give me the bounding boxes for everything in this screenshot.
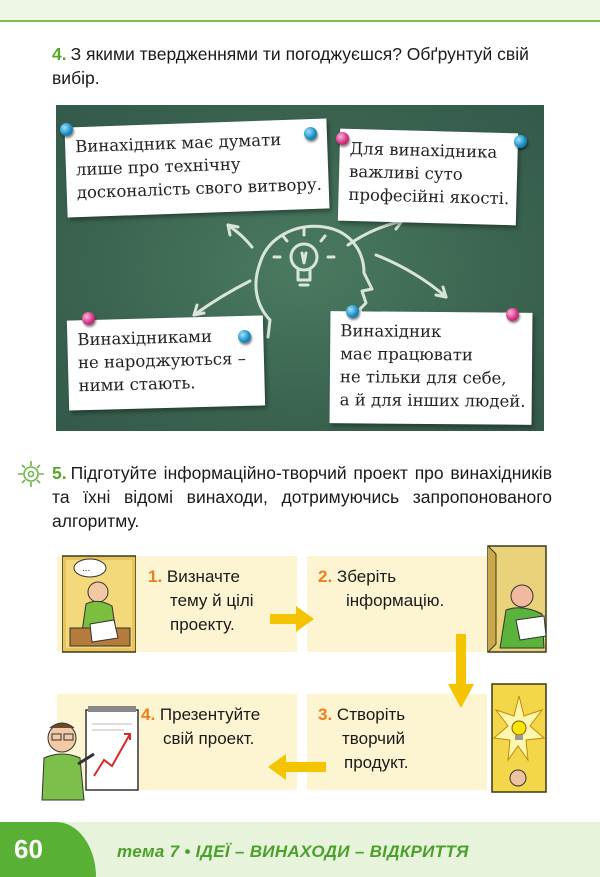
step-4 bbox=[141, 703, 260, 751]
note-line: не народжуються – bbox=[77, 348, 247, 373]
step-line: Визначте bbox=[166, 567, 240, 586]
note-line: Винахідник bbox=[340, 321, 442, 342]
svg-text:...: ... bbox=[82, 563, 91, 574]
task-4 bbox=[52, 42, 552, 90]
note-line: досконалість свого витвору. bbox=[76, 174, 323, 203]
note-line: а й для інших людей. bbox=[339, 390, 526, 411]
step-line: продукт. bbox=[344, 753, 409, 772]
step-line: інформацію. bbox=[346, 591, 445, 610]
pin-icon bbox=[336, 132, 349, 145]
step-line: творчий bbox=[342, 729, 406, 748]
note-line: важливі суто bbox=[348, 161, 463, 184]
note-line: Винахідник має думати bbox=[74, 130, 282, 157]
pin-icon bbox=[238, 330, 251, 343]
board-note-4 bbox=[330, 311, 533, 425]
step-number: 1. bbox=[148, 567, 163, 586]
pin-icon bbox=[514, 135, 527, 148]
thinking-man-illustration bbox=[62, 552, 136, 656]
pin-icon bbox=[304, 127, 317, 140]
board-note-3 bbox=[67, 315, 265, 410]
step-line: Зберіть bbox=[336, 567, 397, 586]
note-line: лише про технічну bbox=[75, 154, 241, 180]
note-line: не тільки для себе, bbox=[339, 367, 507, 388]
pin-icon bbox=[60, 123, 73, 136]
board-note-1 bbox=[65, 118, 330, 217]
step-number: 4. bbox=[141, 705, 156, 724]
step-2 bbox=[318, 565, 444, 613]
idea-lightbulb-illustration bbox=[490, 682, 548, 794]
step-3 bbox=[318, 703, 408, 775]
project-icon bbox=[14, 458, 50, 490]
arrow-right-icon bbox=[270, 604, 316, 634]
pin-icon bbox=[346, 305, 359, 318]
step-line: Створіть bbox=[336, 705, 406, 724]
pin-icon bbox=[82, 312, 95, 325]
task-5 bbox=[52, 461, 552, 533]
step-line: свій проект. bbox=[163, 729, 255, 748]
step-number: 2. bbox=[318, 567, 333, 586]
top-rule bbox=[0, 0, 600, 22]
step-line: проекту. bbox=[170, 615, 235, 634]
step-number: 3. bbox=[318, 705, 333, 724]
note-line: ними стають. bbox=[78, 373, 196, 396]
note-line: Винахідниками bbox=[77, 326, 213, 350]
step-1 bbox=[148, 565, 254, 637]
task-5-text: Підготуйте інформаційно-творчий проект про винахідників та їхні відомі винаходи, дотримуючись запропонованого алгоритму. bbox=[52, 463, 552, 531]
step-line: Презентуйте bbox=[159, 705, 261, 724]
board-note-2 bbox=[338, 129, 518, 226]
arrow-down-icon bbox=[446, 634, 476, 710]
step-line: тему й цілі bbox=[170, 591, 254, 610]
note-line: має працювати bbox=[340, 344, 473, 365]
note-line: Для винахідника bbox=[349, 138, 498, 162]
task-5-number: 5. bbox=[52, 463, 67, 483]
presenter-illustration bbox=[36, 704, 142, 804]
writing-man-illustration bbox=[486, 544, 548, 654]
pin-icon bbox=[506, 308, 519, 321]
footer-title: тема 7 • ІДЕЇ – ВИНАХОДИ – ВІДКРИТТЯ bbox=[117, 842, 469, 861]
page-number: 60 bbox=[14, 834, 43, 864]
task-4-text: З якими твердженнями ти погоджуєшся? Обґрунтуй свій вибір. bbox=[52, 44, 529, 88]
chalkboard-image bbox=[56, 105, 544, 431]
note-line: професійні якості. bbox=[348, 184, 510, 209]
arrow-left-icon bbox=[266, 752, 326, 782]
task-4-number: 4. bbox=[52, 44, 67, 64]
